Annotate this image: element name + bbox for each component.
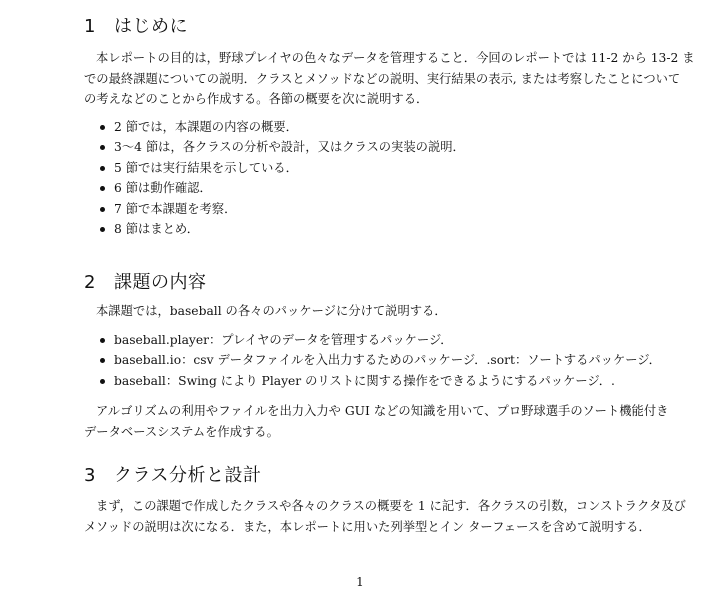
list-item: 3〜4 節は，各クラスの分析や設計，又はクラスの実装の説明． [100,137,465,157]
paragraph-line: 本レポートの目的は，野球プレイヤの色々なデータを管理すること．今回のレポートでは 11-2 から 13-2 ま [96,51,695,65]
list-item: 2 節では，本課題の内容の概要． [100,117,465,137]
section-heading-3 [84,461,261,487]
page-number: 1 [356,575,364,589]
paragraph-line: まず，この課題で作成したクラスや各々のクラスの概要を 1 に記す．各クラスの引数，コンストラクタ及び [96,499,686,513]
list-item: 5 節では実行結果を示している． [100,158,465,178]
section-1-paragraph [84,48,695,110]
section-number: 1 [84,16,96,37]
section-title-text: クラス分析と設計 [114,465,262,486]
section-number: 3 [84,465,96,486]
paragraph-line: での最終課題についての説明．クラスとメソッドなどの説明、実行結果の表示, または考察したことについて [84,71,681,86]
list-item: baseball.io：csv データファイルを入出力するためのパッケージ．.sort：ソートするパッケージ． [100,350,661,370]
section-2-bullet-list [100,330,661,391]
paragraph-line: データベースシステムを作成する。 [84,424,279,439]
list-item: 8 節はまとめ． [100,219,465,239]
paragraph-line: の考えなどのことから作成する。各節の概要を次に説明する． [84,92,429,106]
section-heading-1 [84,12,188,38]
section-3-paragraph [84,496,686,537]
section-title-text: はじめに [114,16,188,37]
list-item: baseball.player：プレイヤのデータを管理するパッケージ． [100,330,661,350]
paragraph-line: メソッドの説明は次になる．また，本レポートに用いた列挙型とイン ターフェースを含めて説明する． [84,519,651,534]
list-item: baseball：Swing により Player のリストに関する操作をできるようにするパッケージ．. [100,371,661,391]
section-title-text: 課題の内容 [114,272,207,293]
section-1-bullet-list [100,117,465,239]
section-2-intro [84,301,644,322]
paragraph-line: アルゴリズムの利用やファイルを出力入力や GUI などの知識を用いて、プロ野球選手のソート機能付き [96,404,669,418]
section-number: 2 [84,272,96,293]
list-item: 6 節は動作確認． [100,178,465,198]
list-item: 7 節で本課題を考察． [100,199,465,219]
section-2-paragraph [84,401,669,442]
section-heading-2 [84,268,207,294]
paragraph-line: 本課題では，baseball の各々のパッケージに分けて説明する． [96,304,447,318]
